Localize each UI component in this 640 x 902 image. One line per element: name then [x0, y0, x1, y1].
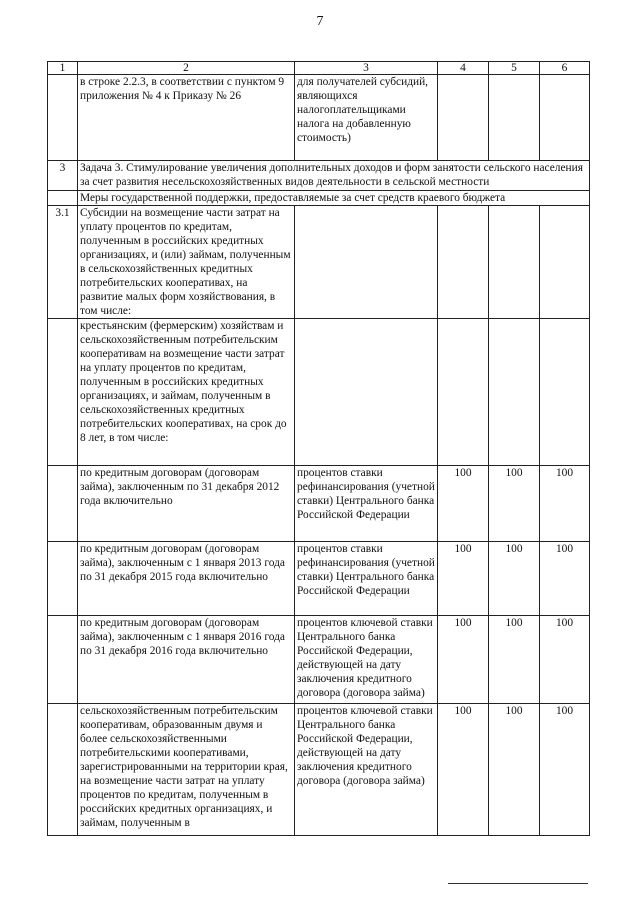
table-row [48, 319, 590, 466]
header-col-2: 2 [78, 62, 295, 75]
row-description: крестьянским (фермерским) хозяйствам и сельскохозяйственным потребительским кооперативам на возмещение части затрат на уплату процентов по кредитам, полученным в российских кредитных организациях, и займам, полученным в сельскохозяйственных кредитных потребительских кооперативах, на срок до 8 лет, в том числе: [78, 319, 295, 466]
row-value-col5 [489, 319, 540, 466]
row-value-col5: 100 [489, 704, 540, 836]
row-rate-basis: процентов ставки рефинансирования (учетной ставки) Центрального банка Российской Федерации [295, 466, 438, 542]
row-value-col5 [489, 75, 540, 161]
table-header-row [48, 62, 590, 75]
row-number [48, 75, 78, 161]
measures-text: Меры государственной поддержки, предоставляемые за счет средств краевого бюджета [78, 191, 590, 206]
row-description: Субсидии на возмещение части затрат на уплату процентов по кредитам, полученным в российских кредитных организациях, и (или) займам, полученным в сельскохозяйственных кредитных потребительских кооперативах, на развитие малых форм хозяйствования, в том числе: [78, 206, 295, 319]
table-row [48, 704, 590, 836]
row-value-col5: 100 [489, 616, 540, 704]
row-rate-basis: для получателей субсидий, являющихся налогоплательщиками налога на добавленную стоимость) [295, 75, 438, 161]
header-col-4: 4 [438, 62, 489, 75]
row-value-col4: 100 [438, 466, 489, 542]
row-value-col5: 100 [489, 466, 540, 542]
row-rate-basis: процентов ключевой ставки Центрального банка Российской Федерации, действующей на дату заключения кредитного договора (договора займа) [295, 616, 438, 704]
row-description: по кредитным договорам (договорам займа), заключенным по 31 декабря 2012 года включительно [78, 466, 295, 542]
row-value-col6: 100 [540, 542, 590, 616]
header-col-3: 3 [295, 62, 438, 75]
row-description: в строке 2.2.3, в соответствии с пунктом 9 приложения № 4 к Приказу № 26 [78, 75, 295, 161]
row-value-col5 [489, 206, 540, 319]
row-rate-basis: процентов ставки рефинансирования (учетной ставки) Центрального банка Российской Федерации [295, 542, 438, 616]
header-col-5: 5 [489, 62, 540, 75]
row-number [48, 616, 78, 704]
row-rate-basis: процентов ключевой ставки Центрального банка Российской Федерации, действующей на дату заключения кредитного договора (договора займа) [295, 704, 438, 836]
table-row [48, 616, 590, 704]
table-row [48, 466, 590, 542]
row-number [48, 466, 78, 542]
task-number: 3 [48, 161, 78, 191]
row-description: сельскохозяйственным потребительским кооперативам, образованным двумя и более сельскохозяйственными потребительскими кооперативами, зарегистрированными на территории края, на возмещение части затрат на уплату процентов по кредитам, полученным в российских кредитных организациях, и займам, полученным в [78, 704, 295, 836]
page-number: 7 [316, 14, 324, 29]
row-number [48, 704, 78, 836]
task-text: Задача 3. Стимулирование увеличения дополнительных доходов и форм занятости сельского населения за счет развития несельскохозяйственных видов деятельности в сельской местности [78, 161, 590, 191]
row-value-col4 [438, 75, 489, 161]
row-rate-basis [295, 206, 438, 319]
row-value-col6 [540, 319, 590, 466]
table-row [48, 542, 590, 616]
row-description: по кредитным договорам (договорам займа), заключенным с 1 января 2013 года по 31 декабря 2015 года включительно [78, 542, 295, 616]
header-col-1: 1 [48, 62, 78, 75]
measures-number [48, 191, 78, 206]
row-number: 3.1 [48, 206, 78, 319]
measures-row [48, 191, 590, 206]
row-value-col4: 100 [438, 542, 489, 616]
row-description: по кредитным договорам (договорам займа), заключенным с 1 января 2016 года по 31 декабря 2016 года включительно [78, 616, 295, 704]
table-row [48, 206, 590, 319]
row-value-col4: 100 [438, 616, 489, 704]
row-number [48, 319, 78, 466]
row-value-col6: 100 [540, 704, 590, 836]
row-value-col4 [438, 319, 489, 466]
subsidy-table [47, 61, 590, 836]
row-value-col5: 100 [489, 542, 540, 616]
footer-divider [448, 883, 588, 884]
row-value-col6: 100 [540, 616, 590, 704]
header-col-6: 6 [540, 62, 590, 75]
row-value-col6: 100 [540, 466, 590, 542]
row-rate-basis [295, 319, 438, 466]
row-value-col4 [438, 206, 489, 319]
table-row [48, 75, 590, 161]
row-value-col6 [540, 206, 590, 319]
row-number [48, 542, 78, 616]
task-row [48, 161, 590, 191]
row-value-col6 [540, 75, 590, 161]
row-value-col4: 100 [438, 704, 489, 836]
